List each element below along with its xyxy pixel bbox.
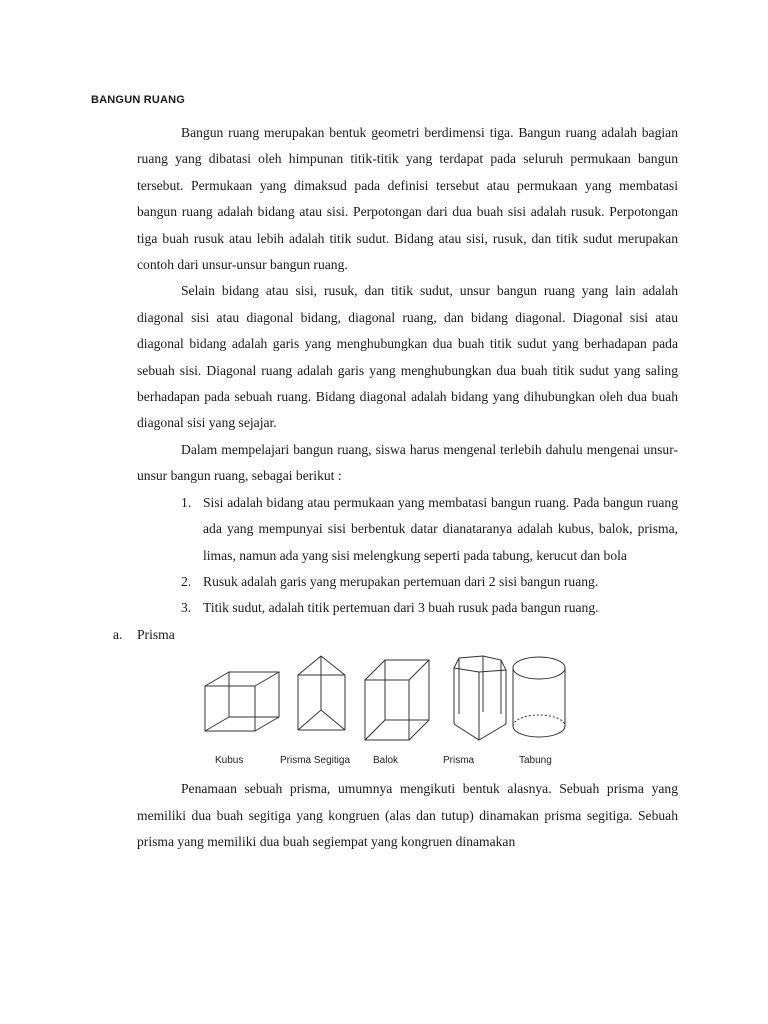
solids-figure bbox=[201, 654, 573, 766]
figure-label-prisma: Prisma bbox=[443, 755, 475, 767]
document-heading: BANGUN RUANG bbox=[91, 94, 186, 106]
list-number: 1. bbox=[181, 494, 192, 510]
list-text: Rusuk adalah garis yang merupakan pertemuan dari 2 sisi bangun ruang. bbox=[203, 573, 599, 589]
solids-illustration bbox=[201, 654, 573, 748]
list-item bbox=[137, 490, 678, 569]
list-item bbox=[137, 569, 678, 595]
figure-label-prisma-segitiga: Prisma Segitiga bbox=[280, 755, 351, 767]
paragraph-intro-list: Dalam mempelajari bangun ruang, siswa harus mengenal terlebih dahulu mengenai unsur-unsur bangun ruang, sebagai berikut : bbox=[137, 441, 678, 484]
paragraph-prism-naming: Penamaan sebuah prisma, umumnya mengikuti bentuk alasnya. Sebuah prisma yang memiliki dua buah segitiga yang kongruen (alas dan tutup) dinamakan prisma segitiga. Sebuah prisma yang memiliki dua buah segiempat yang kongruen dinamakan bbox=[137, 781, 678, 849]
triangular-prism-shape bbox=[298, 656, 345, 730]
figure-label-tabung: Tabung bbox=[519, 755, 552, 767]
cuboid-shape bbox=[365, 660, 429, 740]
figure-label-balok: Balok bbox=[373, 755, 399, 767]
list-item bbox=[137, 595, 678, 621]
list-text: Titik sudut, adalah titik pertemuan dari 3 buah rusuk pada bangun ruang. bbox=[203, 600, 599, 616]
list-text: Sisi adalah bidang atau permukaan yang membatasi bangun ruang. Pada bangun ruang ada yang mempunyai sisi berbentuk datar dianataranya adalah kubus, balok, prisma, limas, namun ada yang sisi melengkung seperti pada tabung, kerucut dan bola bbox=[203, 494, 678, 563]
document-body bbox=[113, 120, 678, 855]
paragraph-definition: Bangun ruang merupakan bentuk geometri berdimensi tiga. Bangun ruang adalah bagian ruang yang dibatasi oleh himpunan titik-titik yang terdapat pada seluruh permukaan bangun tersebut. Permukaan yang dimaksud pada definisi tersebut atau permukaan yang membatasi bangun ruang adalah bidang atau sisi. Perpotongan dari dua buah sisi adalah rusuk. Perpotongan tiga buah rusuk atau lebih adalah titik sudut. Bidang atau sisi, rusuk, dan titik sudut merupakan contoh dari unsur-unsur bangun ruang. bbox=[137, 125, 678, 273]
section-heading bbox=[113, 622, 654, 648]
pentagonal-prism-shape bbox=[454, 656, 506, 740]
elements-list bbox=[137, 490, 678, 622]
list-number: 3. bbox=[181, 600, 192, 616]
cylinder-shape bbox=[513, 657, 565, 737]
section-title: Prisma bbox=[137, 626, 175, 642]
cube-shape bbox=[205, 672, 279, 731]
list-number: 2. bbox=[181, 573, 192, 589]
paragraph-diagonal: Selain bidang atau sisi, rusuk, dan titik sudut, unsur bangun ruang yang lain adalah diagonal sisi atau diagonal bidang, diagonal ruang, dan bidang diagonal. Diagonal sisi atau diagonal bidang adalah garis yang menghubungkan dua buah titik sudut yang berhadapan pada sebuah sisi. Diagonal ruang adalah garis yang menghubungkan dua buah titik sudut yang saling berhadapan pada sebuah ruang. Bidang diagonal adalah bidang yang dihubungkan oleh dua buah diagonal sisi yang sejajar. bbox=[137, 283, 678, 431]
figure-label-kubus: Kubus bbox=[215, 755, 244, 767]
section-letter: a. bbox=[113, 626, 123, 642]
